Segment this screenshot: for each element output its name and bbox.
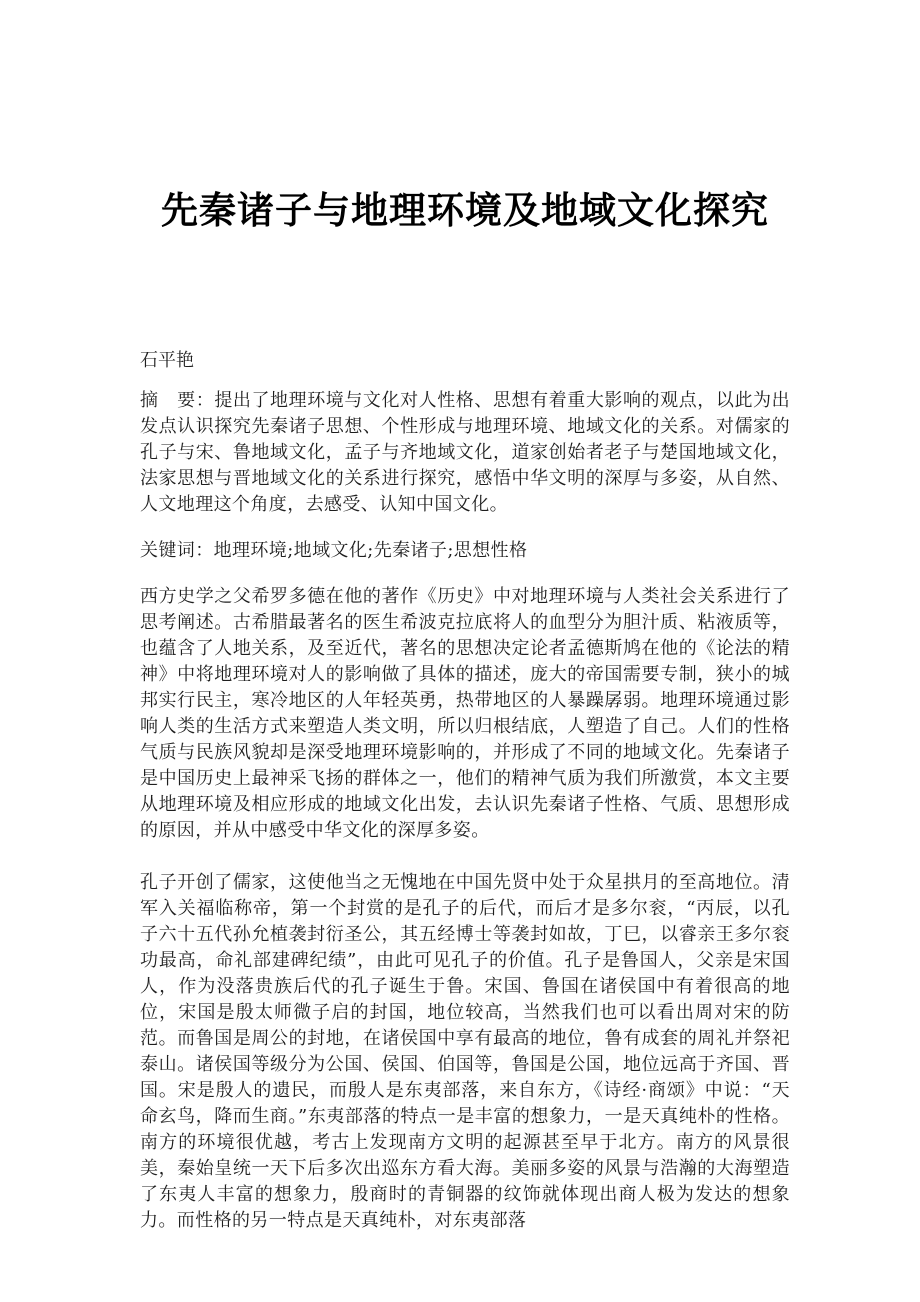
abstract-text: 提出了地理环境与文化对人性格、思想有着重大影响的观点，以此为出发点认识探究先秦诸子思想、个性形成与地理环境、地域文化的关系。对儒家的孔子与宋、鲁地域文化，孟子与齐地域文化，道家创始者老子与楚国地域文化，法家思想与晋地域文化的关系进行探究，感悟中华文明的深厚与多姿，从自然、人文地理这个角度，去感受、认知中国文化。	[140, 390, 790, 515]
keywords-text: 地理环境;地域文化;先秦诸子;思想性格	[213, 540, 528, 561]
abstract-paragraph	[140, 388, 790, 518]
document-title: 先秦诸子与地理环境及地域文化探究	[161, 188, 769, 232]
keywords-label: 关键词：	[140, 540, 214, 561]
body-paragraph: 西方史学之父希罗多德在他的著作《历史》中对地理环境与人类社会关系进行了思考阐述。古希腊最著名的医生希波克拉底将人的血型分为胆汁质、粘液质等，也蕴含了人地关系，及至近代，著名的思想决定论者孟德斯鸠在他的《论法的精神》中将地理环境对人的影响做了具体的描述，庞大的帝国需要专制，狭小的城邦实行民主，寒冷地区的人年轻英勇，热带地区的人暴躁孱弱。地理环境通过影响人类的生活方式来塑造人类文明，所以归根结底，人塑造了自己。人们的性格气质与民族风貌却是深受地理环境影响的，并形成了不同的地域文化。先秦诸子是中国历史上最神采飞扬的群体之一，他们的精神气质为我们所激赏，本文主要从地理环境及相应形成的地域文化出发，去认识先秦诸子性格、气质、思想形成的原因，并从中感受中华文化的深厚多姿。	[140, 586, 790, 841]
author-name: 石平艳	[140, 350, 194, 371]
body-paragraph: 孔子开创了儒家，这使他当之无愧地在中国先贤中处于众星拱月的至高地位。清军入关福临称帝，第一个封赏的是孔子的后代，而后才是多尔衮，“丙辰，以孔子六十五代孙允植袭封衍圣公，其五经博士等袭封如故，丁巳，以睿亲王多尔衮功最高，命礼部建碑纪绩”，由此可见孔子的价值。孔子是鲁国人，父亲是宋国人，作为没落贵族后代的孔子诞生于鲁。宋国、鲁国在诸侯国中有着很高的地位，宋国是殷太师微子启的封国，地位较高，当然我们也可以看出周对宋的防范。而鲁国是周公的封地，在诸侯国中享有最高的地位，鲁有成套的周礼并祭祀泰山。诸侯国等级分为公国、侯国、伯国等，鲁国是公国，地位远高于齐国、晋国。宋是殷人的遗民，而殷人是东夷部落，来自东方，《诗经·商颂》中说：“天命玄鸟，降而生商。”东夷部落的特点一是丰富的想象力，一是天真纯朴的性格。南方的环境很优越，考古上发现南方文明的起源甚至早于北方。南方的风景很美，秦始皇统一天下后多次出巡东方看大海。美丽多姿的风景与浩瀚的大海塑造了东夷人丰富的想象力，殷商时的青铜器的纹饰就体现出商人极为发达的想象力。而性格的另一特点是天真纯朴，对东夷部落	[140, 872, 790, 1231]
abstract-label: 摘 要：	[140, 390, 215, 411]
keywords-line	[140, 538, 790, 564]
